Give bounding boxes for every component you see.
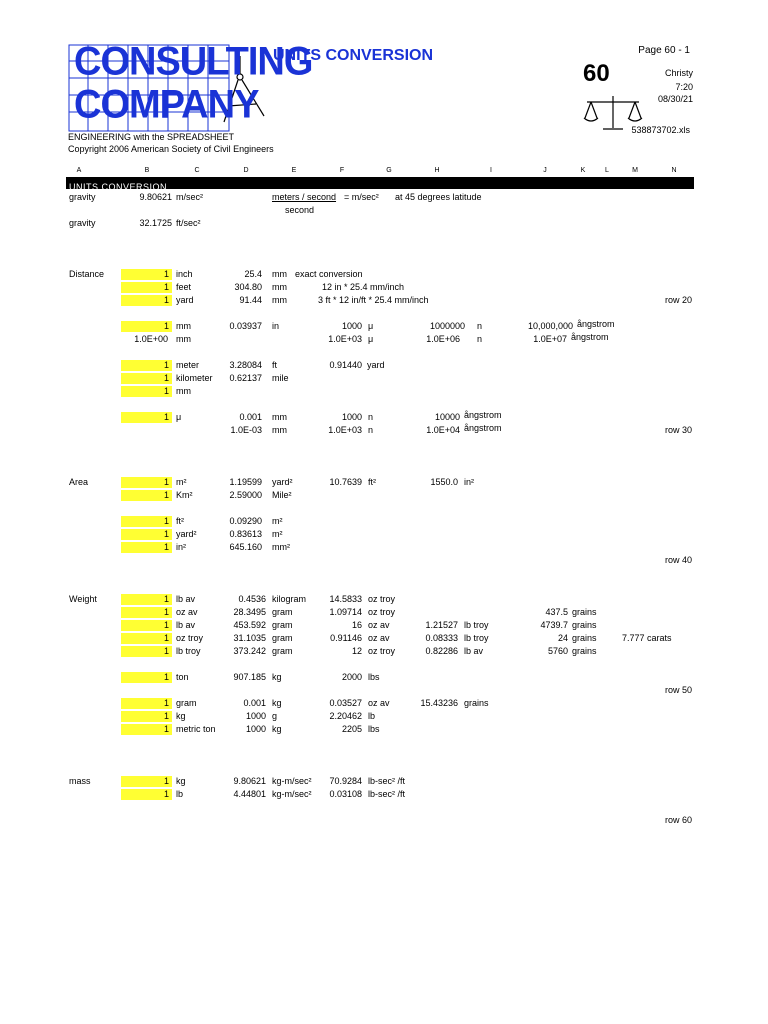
unit-label: lb troy	[464, 633, 489, 643]
input-cell[interactable]: 1	[121, 269, 172, 280]
formula-note: at 45 degrees latitude	[395, 192, 482, 202]
unit-label: ft²	[176, 516, 184, 526]
gravity-unit: m/sec²	[176, 192, 203, 202]
value-cell: 1000	[341, 412, 362, 422]
value-cell: 1.19599	[229, 477, 262, 487]
value-cell: 0.62137	[229, 373, 262, 383]
value-cell: 373.242	[233, 646, 266, 656]
value-cell: 453.592	[233, 620, 266, 630]
value-cell: 1.0E+03	[328, 334, 362, 344]
unit-label: kg-m/sec²	[272, 776, 312, 786]
input-cell[interactable]: 1	[121, 412, 172, 423]
unit-label: lb	[176, 789, 184, 799]
value-cell: 1000	[245, 711, 266, 721]
unit-label: mm	[272, 282, 287, 292]
unit-label: in	[272, 321, 280, 331]
value-cell: 907.185	[233, 672, 266, 682]
value-cell: 5760	[547, 646, 568, 656]
input-cell[interactable]: 1	[121, 646, 172, 657]
column-letter-L: L	[605, 167, 609, 174]
date: 08/30/21	[657, 94, 693, 104]
column-letter-F: F	[339, 167, 345, 174]
unit-label: ångstrom	[464, 410, 502, 420]
value-cell: 0.09290	[229, 516, 262, 526]
unit-label: mm	[176, 334, 191, 344]
unit-label: Mile²	[272, 490, 292, 500]
column-letter-B: B	[144, 167, 150, 174]
unit-label: ångstrom	[577, 319, 615, 329]
value-cell: 10,000,000	[527, 321, 573, 331]
section-label-area: Area	[69, 477, 89, 487]
value-cell: 3.28084	[229, 360, 262, 370]
row-marker: row 50	[664, 685, 692, 695]
file-name: 538873702.xls	[631, 125, 690, 135]
value-cell: 14.5833	[329, 594, 362, 604]
unit-label: mm	[272, 269, 287, 279]
formula-denominator: second	[285, 205, 315, 215]
unit-label: oz av	[368, 633, 390, 643]
unit-label: lb-sec² /ft	[368, 789, 406, 799]
input-cell[interactable]: 1	[121, 360, 172, 371]
unit-label: kg	[176, 711, 186, 721]
note-cell: 3 ft * 12 in/ft * 25.4 mm/inch	[318, 295, 429, 305]
unit-label: lb av	[464, 646, 484, 656]
input-cell[interactable]: 1	[121, 672, 172, 683]
value-cell: 0.91146	[330, 633, 362, 643]
unit-label: lb-sec² /ft	[368, 776, 406, 786]
column-letter-C: C	[194, 167, 200, 174]
value-cell: 1000	[341, 321, 362, 331]
value-cell: 16	[351, 620, 362, 630]
unit-label: lbs	[368, 724, 380, 734]
unit-label: yard	[367, 360, 385, 370]
unit-label: gram	[272, 620, 293, 630]
value-cell: 437.5	[545, 607, 568, 617]
input-cell[interactable]: 1	[121, 607, 172, 618]
value-cell: 0.82286	[425, 646, 458, 656]
gravity-label: gravity	[69, 192, 96, 202]
column-letter-I: I	[490, 167, 492, 174]
unit-label: mm	[176, 321, 191, 331]
unit-label: lb av	[176, 620, 196, 630]
note-cell: 12 in * 25.4 mm/inch	[322, 282, 405, 292]
value-cell: 1.0E+06	[426, 334, 460, 344]
unit-label: ångstrom	[464, 423, 502, 433]
time: 7:20	[675, 82, 693, 92]
value-cell: 91.44	[239, 295, 262, 305]
note-cell: exact conversion	[295, 269, 363, 279]
unit-label: mm	[272, 412, 287, 422]
formula-numerator: meters / second	[272, 192, 337, 202]
input-cell[interactable]: 1	[121, 594, 172, 605]
input-cell[interactable]: 1	[121, 789, 172, 800]
company-logo	[68, 39, 313, 132]
value-cell: 1.0E-03	[230, 425, 262, 435]
value-cell: 10.7639	[329, 477, 362, 487]
value-cell: 24	[557, 633, 568, 643]
value-cell: 0.001	[243, 698, 266, 708]
unit-label: oz troy	[176, 633, 204, 643]
column-letter-D: D	[243, 167, 249, 174]
unit-label: oz av	[368, 698, 390, 708]
unit-label: in²	[464, 477, 475, 487]
value-cell: 0.03937	[229, 321, 262, 331]
column-letter-A: A	[76, 167, 82, 174]
unit-label: mm	[176, 386, 191, 396]
unit-label: kilometer	[176, 373, 213, 383]
unit-label: n	[368, 425, 374, 435]
unit-label: in²	[176, 542, 187, 552]
unit-label: oz troy	[368, 646, 396, 656]
value-cell: 1000	[245, 724, 266, 734]
unit-label: lb troy	[464, 620, 489, 630]
author: Christy	[664, 68, 693, 78]
unit-label: Km²	[176, 490, 193, 500]
unit-label: inch	[176, 269, 193, 279]
row-marker: row 20	[664, 295, 692, 305]
value-cell: 0.08333	[425, 633, 458, 643]
input-cell[interactable]: 1	[121, 698, 172, 709]
input-cell[interactable]: 1	[121, 620, 172, 631]
row-marker: row 60	[664, 815, 692, 825]
value-cell: 0.03527	[329, 698, 362, 708]
input-cell[interactable]: 1	[121, 516, 172, 527]
value-cell: 12	[351, 646, 362, 656]
gravity-unit-2: ft/sec²	[176, 218, 201, 228]
carats-cell: 7.777 carats	[622, 633, 672, 643]
unit-label: mm	[272, 425, 287, 435]
value-cell: 1.09714	[329, 607, 362, 617]
input-cell[interactable]: 1	[121, 776, 172, 787]
value-cell: 1000000	[429, 321, 465, 331]
input-cell[interactable]: 1	[121, 477, 172, 488]
value-cell: 1.0E+03	[328, 425, 362, 435]
unit-label: oz troy	[368, 607, 396, 617]
value-cell: 28.3495	[233, 607, 266, 617]
unit-label: kg-m/sec²	[272, 789, 312, 799]
section-label-weight: Weight	[69, 594, 97, 604]
value-cell: 0.83613	[229, 529, 262, 539]
unit-label: ångstrom	[571, 332, 609, 342]
section-label-mass: mass	[69, 776, 91, 786]
row-marker: row 40	[664, 555, 692, 565]
unit-label: μ	[368, 334, 374, 344]
unit-label: oz av	[368, 620, 390, 630]
column-letter-N: N	[671, 167, 677, 174]
column-letter-J: J	[543, 167, 547, 174]
unit-label: yard	[176, 295, 194, 305]
column-letter-K: K	[580, 167, 586, 174]
value-cell: 10000	[434, 412, 460, 422]
value-cell: 15.43236	[420, 698, 458, 708]
unit-label: μ	[176, 412, 182, 422]
subtitle-1: ENGINEERING with the SPREADSHEET	[68, 132, 235, 142]
unit-label: n	[368, 412, 374, 422]
value-cell: 4.44801	[233, 789, 266, 799]
unit-label: mm	[272, 295, 287, 305]
unit-label: grains	[572, 646, 597, 656]
value-cell: 0.4536	[238, 594, 266, 604]
input-cell[interactable]: 1	[121, 282, 172, 293]
value-cell: 1.21527	[425, 620, 458, 630]
unit-label: yard²	[272, 477, 293, 487]
value-cell: 2.20462	[329, 711, 362, 721]
input-cell[interactable]: 1	[121, 542, 172, 553]
unit-label: g	[272, 711, 278, 721]
unit-label: yard²	[176, 529, 197, 539]
value-cell: 304.80	[234, 282, 262, 292]
unit-label: kg	[272, 698, 282, 708]
value-cell: 2000	[341, 672, 362, 682]
input-cell[interactable]: 1	[121, 386, 172, 397]
unit-label: μ	[368, 321, 374, 331]
subtitle-2: Copyright 2006 American Society of Civil Engineers	[68, 144, 274, 154]
unit-label: grains	[572, 607, 597, 617]
value-cell: 1.0E+00	[134, 334, 168, 344]
gravity-value: 9.80621	[139, 192, 172, 202]
value-cell: 645.160	[229, 542, 262, 552]
unit-label: grains	[572, 620, 597, 630]
column-letter-M: M	[632, 167, 638, 174]
input-cell[interactable]: 1	[121, 321, 172, 332]
unit-label: n	[477, 321, 483, 331]
page-label: Page 60 - 1	[638, 45, 690, 56]
unit-label: ton	[176, 672, 189, 682]
value-cell: 9.80621	[233, 776, 266, 786]
unit-label: lbs	[368, 672, 380, 682]
input-cell[interactable]: 1	[121, 633, 172, 644]
logo-line1: CONSULTING	[74, 39, 313, 85]
page-title: UNITS CONVERSION	[273, 47, 434, 64]
unit-label: kg	[176, 776, 186, 786]
unit-label: oz av	[176, 607, 198, 617]
unit-label: n	[477, 334, 483, 344]
unit-label: gram	[272, 633, 293, 643]
unit-label: kg	[272, 724, 282, 734]
value-cell: 1.0E+04	[426, 425, 460, 435]
unit-label: gram	[272, 646, 293, 656]
unit-label: kg	[272, 672, 282, 682]
unit-label: oz troy	[368, 594, 396, 604]
unit-label: mile	[272, 373, 289, 383]
value-cell: 25.4	[244, 269, 262, 279]
unit-label: kilogram	[272, 594, 307, 604]
value-cell: 2205	[341, 724, 362, 734]
unit-label: metric ton	[176, 724, 216, 734]
page-number: 60	[583, 60, 610, 87]
unit-label: mm²	[272, 542, 290, 552]
value-cell: 0.001	[239, 412, 262, 422]
value-cell: 1.0E+07	[533, 334, 567, 344]
value-cell: 4739.7	[540, 620, 568, 630]
value-cell: 1550.0	[430, 477, 458, 487]
section-title: UNITS CONVERSION	[69, 182, 168, 192]
value-cell: 2.59000	[229, 490, 262, 500]
formula-rest: = m/sec²	[344, 192, 379, 202]
unit-label: lb av	[176, 594, 196, 604]
unit-label: feet	[176, 282, 192, 292]
input-cell[interactable]: 1	[121, 490, 172, 501]
unit-label: m²	[272, 516, 283, 526]
unit-label: gram	[272, 607, 293, 617]
unit-label: gram	[176, 698, 197, 708]
unit-label: m²	[272, 529, 283, 539]
column-letter-H: H	[434, 167, 440, 174]
value-cell: 31.1035	[233, 633, 266, 643]
input-cell[interactable]: 1	[121, 724, 172, 735]
unit-label: ft²	[368, 477, 376, 487]
input-cell[interactable]: 1	[121, 711, 172, 722]
input-cell[interactable]: 1	[121, 295, 172, 306]
unit-label: lb	[368, 711, 376, 721]
unit-label: lb troy	[176, 646, 201, 656]
input-cell[interactable]: 1	[121, 529, 172, 540]
section-bar	[66, 177, 694, 192]
column-letter-E: E	[291, 167, 297, 174]
section-label-distance: Distance	[69, 269, 105, 279]
unit-label: m²	[176, 477, 187, 487]
value-cell: 0.91440	[329, 360, 362, 370]
row-marker: row 30	[664, 425, 692, 435]
value-cell: 70.9284	[329, 776, 362, 786]
column-letter-G: G	[386, 167, 392, 174]
unit-label: ft	[272, 360, 278, 370]
unit-label: meter	[176, 360, 200, 370]
input-cell[interactable]: 1	[121, 373, 172, 384]
gravity-value-2: 32.1725	[139, 218, 172, 228]
unit-label: grains	[464, 698, 489, 708]
unit-label: grains	[572, 633, 597, 643]
logo-line2: COMPANY	[74, 82, 259, 128]
gravity-label-2: gravity	[69, 218, 96, 228]
value-cell: 0.03108	[329, 789, 362, 799]
